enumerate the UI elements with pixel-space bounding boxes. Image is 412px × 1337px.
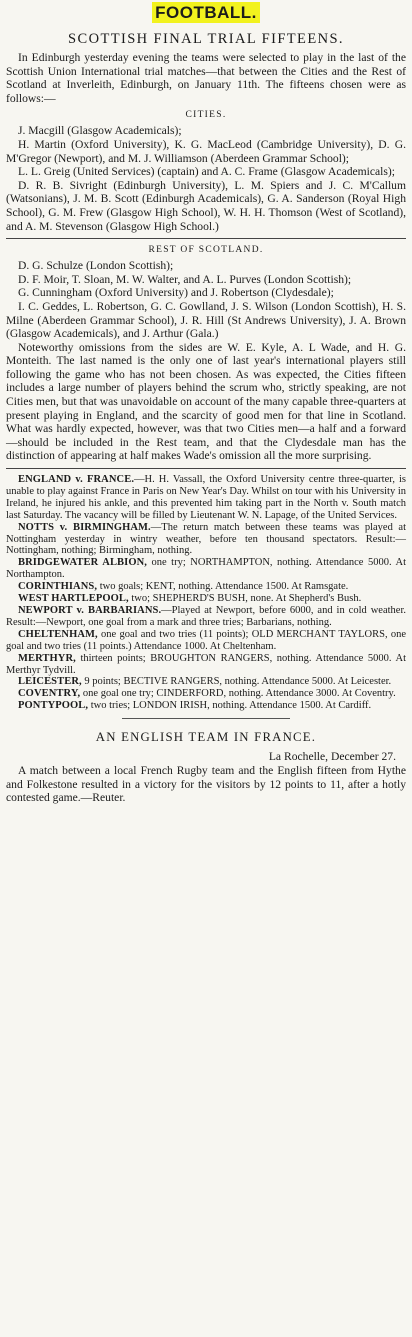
cities-threequarters: H. Martin (Oxford University), K. G. MacLeod (Cambridge University), D. G. M'Gregor (Newport), and M. J. Williamson (Aberdeen Grammar School); [6, 137, 406, 165]
article-separator [122, 718, 290, 719]
result-item [6, 581, 406, 593]
result-item [6, 629, 406, 653]
result-lead: BRIDGEWATER ALBION, [18, 557, 148, 569]
result-lead: NOTTS v. BIRMINGHAM. [18, 521, 151, 533]
result-item [6, 557, 406, 581]
result-lead: NEWPORT v. BARBARIANS. [18, 605, 162, 616]
article1-comment: Noteworthy omissions from the sides are W. E. Kyle, A. L Wade, and H. G. Monteith. The last named is the only one of last year's international players still following the game who has not been chosen. As was expected, the Cities fifteen includes a large number of players behind the scrum who, strictly speaking, are not Cities men, but that was unavoidable on account of the many capable three-quarters at present playing in England, and the scarcity of good men for that line in Scotland. What was hardly expected, however, was that two Cities men—a half and a forward—should be included in the Rest team, and that the Clydesdale man has the distinction of appearing at half makes Wade's omission all the more surprising. [6, 340, 406, 463]
section-label: FOOTBALL. [152, 2, 260, 23]
result-item [6, 593, 406, 605]
column-divider [6, 238, 406, 239]
result-lead: MERTHYR, [18, 652, 76, 664]
result-item [6, 522, 406, 558]
rest-heading: REST OF SCOTLAND. [148, 245, 264, 256]
result-lead: WEST HARTLEPOOL, [18, 593, 129, 605]
article1-intro: In Edinburgh yesterday evening the teams were selected to play in the last of the Scottish Union International trial matches—that between the Cities and the Rest of Scotland at Inverleith, Edinburgh, on January 11th. The fifteens chosen were as follows:— [6, 51, 406, 105]
rest-fullback: D. G. Schulze (London Scottish); [18, 259, 174, 273]
cities-fullback: J. Macgill (Glasgow Academicals); [18, 124, 182, 138]
result-lead: ENGLAND v. FRANCE. [18, 474, 135, 486]
section-label-wrap [6, 2, 406, 24]
result-text: two tries; LONDON IRISH, nothing. Attendance 1500. At Cardiff. [88, 700, 372, 712]
cities-heading: CITIES. [185, 110, 227, 121]
rest-threequarters: D. F. Moir, T. Sloan, M. W. Walter, and A. L. Purves (London Scottish); [18, 272, 352, 286]
rest-forwards: I. C. Geddes, L. Robertson, G. C. Gowlland, J. S. Wilson (London Scottish), H. S. Milne (Aberdeen Grammar School), J. R. Hill (St Andrews University), J. A. Brown (Glasgow Academicals), and J. Arthur (Gala.) [6, 299, 406, 341]
result-text: 9 points; BECTIVE RANGERS, nothing. Attendance 5000. At Leicester. [81, 676, 392, 688]
result-text: —Played at Newport, before 6000, and in cold weather. Result:—Newport, one goal from a mark and three tries; Barbarians, nothing. [6, 605, 406, 628]
result-item [6, 605, 406, 629]
result-item [6, 688, 406, 700]
result-lead: CORINTHIANS, [18, 581, 98, 593]
result-text: one goal and two tries (11 points); OLD MERCHANT TAYLORS, one goal and two tries (11 points.) Attendance 1000. At Cheltenham. [6, 628, 406, 652]
cities-forwards: D. R. B. Sivright (Edinburgh University), L. M. Spiers and J. C. M'Callum (Watsonians), J. M. B. Scott (Edinburgh Academicals), G. A. Sanderson (Royal High School), G. M. Frew (Glasgow High School), W. H. H. Thomson (West of Scotland), and A. M. Stevenson (Glasgow High School.) [6, 178, 406, 233]
article2-dateline: La Rochelle, December 27. [268, 750, 396, 764]
column-divider [6, 468, 406, 469]
result-lead: CHELTENHAM, [18, 628, 98, 640]
article2-headline: AN ENGLISH TEAM IN FRANCE. [95, 730, 317, 745]
result-text: —The return match between these teams was played at Nottingham yesterday in wintry weather, before ten thousand spectators. Result:—Nottingham, nothing; Birmingham, nothing. [6, 521, 406, 557]
result-lead: PONTYPOOL, [18, 700, 89, 712]
result-item [6, 676, 406, 688]
result-text: one goal one try; CINDERFORD, nothing. Attendance 3000. At Coventry. [80, 688, 396, 700]
cities-halves: L. L. Greig (United Services) (captain) and A. C. Frame (Glasgow Academicals); [18, 165, 395, 179]
article2-body: A match between a local French Rugby team and the English fifteen from Hythe and Folkestone resulted in a victory for the visitors by 12 points to 11, after a hotly contested game.—Reuter. [6, 764, 406, 805]
result-text: two; SHEPHERD'S BUSH, none. At Shepherd's Bush. [128, 593, 362, 605]
result-lead: COVENTRY, [18, 688, 81, 700]
result-text: two goals; KENT, nothing. Attendance 1500. At Ramsgate. [97, 581, 349, 593]
result-text: —H. H. Vassall, the Oxford University centre three-quarter, is unable to play against France in Paris on New Year's Day. Whilst on tour with his University in Ireland, he injured his ankle, and this prevented him taking part in the North v. South match last Saturday. The vacancy will be filled by Lieutenant W. N. Lapage, of the United Services. [6, 474, 406, 521]
results-list [6, 474, 406, 712]
result-text: one try; NORTHAMPTON, nothing. Attendance 5000. At Northampton. [6, 557, 406, 581]
article1-headline: SCOTTISH FINAL TRIAL FIFTEENS. [68, 31, 344, 47]
rest-halves: G. Cunningham (Oxford University) and J. Robertson (Clydesdale); [18, 286, 334, 300]
result-lead: LEICESTER, [18, 676, 82, 688]
result-item [6, 653, 406, 677]
result-text: thirteen points; BROUGHTON RANGERS, nothing. Attendance 5000. At Merthyr Tydvill. [6, 652, 406, 676]
result-item [6, 700, 406, 712]
result-item [6, 474, 406, 522]
